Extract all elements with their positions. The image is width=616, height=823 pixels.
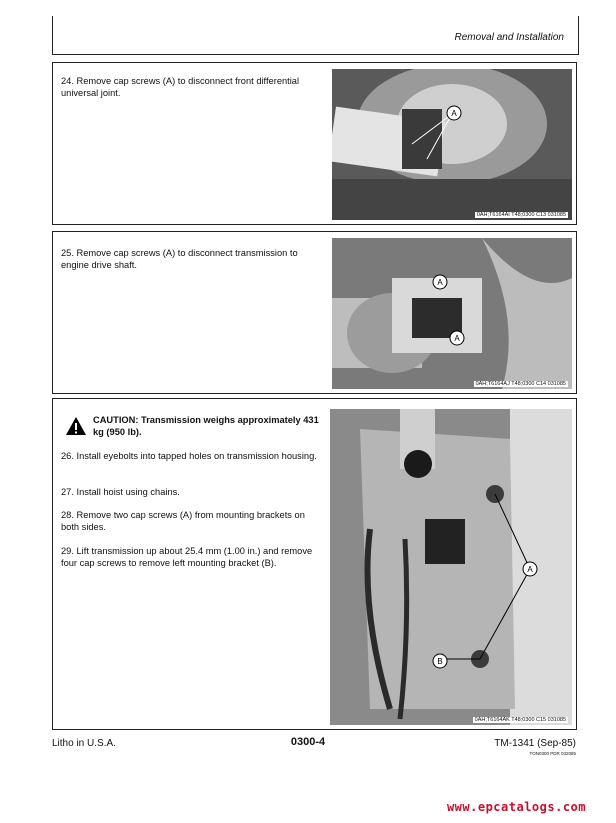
step-25-photo	[332, 238, 572, 389]
callout-a-bottom-label: A	[454, 334, 460, 343]
page-number: 0300-4	[290, 736, 326, 748]
watermark-link[interactable]: www.epcatalogs.com	[446, 800, 586, 814]
caution-text: CAUTION: Transmission weighs approximately 431 kg (950 lb).	[93, 415, 319, 437]
step-24-photo-caption: 0AH;T6164AI T48;0300 C13 031085	[476, 212, 566, 218]
section-title: Removal and Installation	[454, 32, 564, 43]
header-frame	[52, 16, 579, 55]
callout-a-top-label: A	[437, 278, 443, 287]
step-24-panel	[52, 62, 577, 225]
step-29-photo	[330, 409, 572, 725]
step-29-photo-caption: 0AH;T6164AK T48;0300 C15 031085	[474, 717, 566, 723]
callout-a-label: A	[527, 565, 533, 574]
step-26-text: 26. Install eyebolts into tapped holes on transmission housing.	[61, 451, 317, 461]
warning-triangle-icon	[65, 416, 87, 436]
footer-litho: Litho in U.S.A.	[52, 738, 116, 749]
step-24-photo	[332, 69, 572, 220]
step-27-text: 27. Install hoist using chains.	[61, 487, 180, 497]
callout-b	[433, 654, 447, 668]
footer-code: TON0300 PDR 032085	[529, 751, 576, 756]
step-24-text: 24. Remove cap screws (A) to disconnect front differential universal joint.	[61, 76, 300, 98]
step-25-photo-caption: 0AH;T6164AJ T48;0300 C14 031085	[475, 381, 566, 387]
callout-b-label: B	[437, 657, 443, 666]
callout-a	[523, 562, 537, 576]
callout-a	[447, 106, 461, 120]
step-29-text: 29. Lift transmission up about 25.4 mm (1.00 in.) and remove four cap screws to remove left mounting bracket (B).	[61, 546, 313, 568]
step-25-text: 25. Remove cap screws (A) to disconnect transmission to engine drive shaft.	[61, 248, 298, 270]
callout-a-bottom	[450, 331, 464, 345]
steps-26-29-panel	[52, 398, 577, 730]
callout-a-top	[433, 275, 447, 289]
step-25-panel	[52, 231, 577, 394]
manual-number: TM-1341 (Sep-85)	[494, 738, 576, 749]
step-28-text: 28. Remove two cap screws (A) from mounting brackets on both sides.	[61, 510, 305, 532]
callout-a-label: A	[451, 109, 457, 118]
